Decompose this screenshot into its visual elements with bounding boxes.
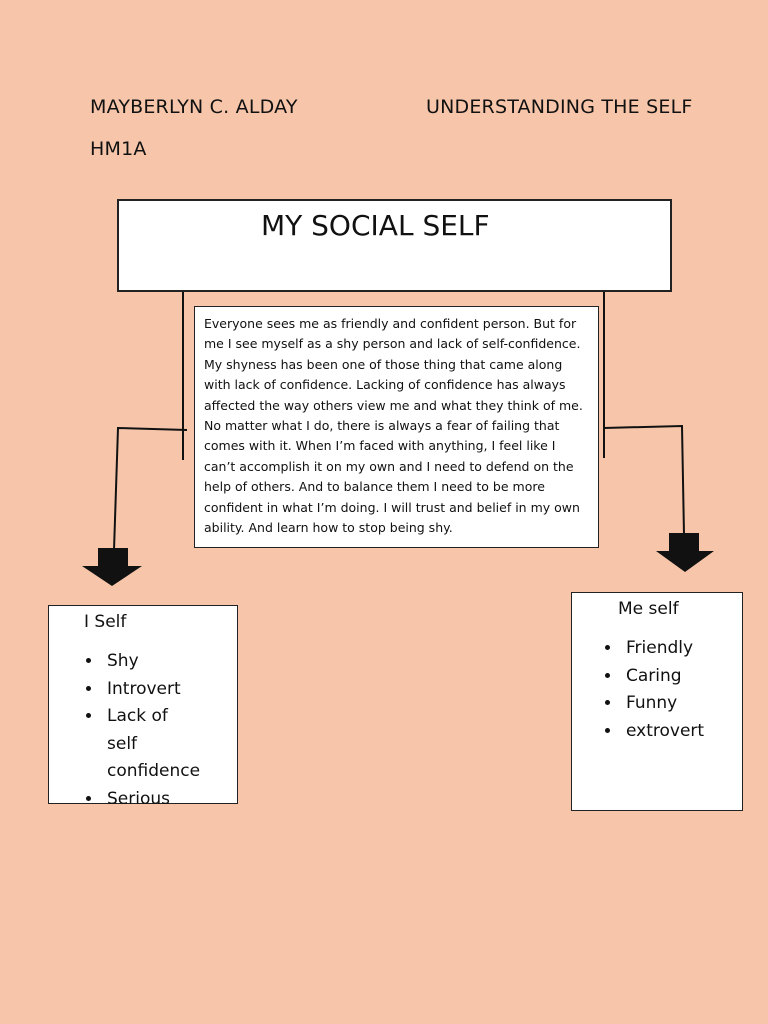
list-item: • Shy xyxy=(103,648,253,676)
subject-title: UNDERSTANDING THE SELF xyxy=(426,96,693,118)
i-self-list xyxy=(77,648,253,813)
list-item: • Friendly xyxy=(622,635,762,663)
description-text: Everyone sees me as friendly and confident person. But for me I see myself as a shy person and lack of self-confidence. My shyness has been one of those thing that came along with lack of confidence. Lacking of confidence has always affected the way others view me and what they think of me. No matter what I do, there is always a fear of failing that comes with it. When I’m faced with anything, I feel like I can’t accomplish it on my own and I need to defend on the help of others. And to balance them I need to be more confident in what I’m doing. I will trust and belief in my own ability. And learn how to stop being shy. xyxy=(204,316,583,536)
title-box xyxy=(117,199,672,292)
me-self-list xyxy=(596,635,762,745)
i-self-box xyxy=(48,605,238,809)
description-box xyxy=(194,306,599,548)
left-arrow-icon xyxy=(82,548,142,586)
list-item: • Caring xyxy=(622,663,762,691)
list-item: • Funny xyxy=(622,690,762,718)
list-item: • Lack of self confidence xyxy=(103,703,203,786)
section-label: HM1A xyxy=(90,138,147,160)
list-item: • Serious xyxy=(103,786,253,814)
i-self-title: I Self xyxy=(84,612,127,632)
left-connector-branch xyxy=(114,428,187,550)
me-self-title: Me self xyxy=(618,599,679,619)
me-self-box xyxy=(571,592,743,811)
list-item: • Introvert xyxy=(103,676,253,704)
page-title: MY SOCIAL SELF xyxy=(261,209,490,242)
right-arrow-icon xyxy=(656,533,714,572)
list-item: • extrovert xyxy=(622,718,762,746)
right-connector-branch xyxy=(604,426,684,535)
student-name: MAYBERLYN C. ALDAY xyxy=(90,96,298,118)
